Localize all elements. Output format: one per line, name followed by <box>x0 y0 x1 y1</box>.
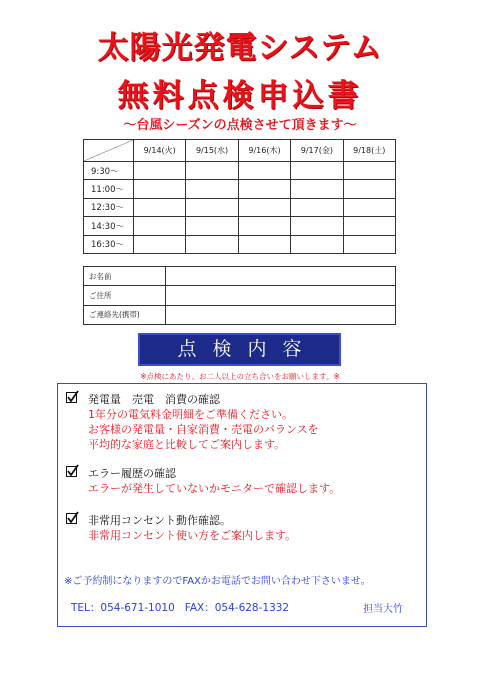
slot-cell[interactable] <box>238 162 290 180</box>
slot-cell[interactable] <box>238 198 290 216</box>
title-line-1: 太陽光発電システム <box>97 30 383 66</box>
slot-cell[interactable] <box>291 235 343 253</box>
time-row <box>84 198 396 216</box>
corner-cell <box>84 140 134 162</box>
check-item-heading: 非常用コンセント動作確認。 <box>88 514 231 527</box>
slot-cell[interactable] <box>238 217 290 235</box>
attendance-note: ※点検にあたり、お二人以上の立ち合いをお願いします。※ <box>140 372 340 381</box>
check-item-heading: 発電量 売電 消費の確認 <box>88 393 220 406</box>
phone-field[interactable] <box>166 305 396 324</box>
contact-numbers <box>71 600 289 615</box>
time-label: 11:00〜 <box>84 180 134 198</box>
slot-cell[interactable] <box>343 198 395 216</box>
check-item-line: 1年分の電気料金明細をご準備ください。 <box>88 408 293 421</box>
subtitle: 〜台風シーズンの点検させて頂きます〜 <box>123 118 357 133</box>
slot-cell[interactable] <box>134 180 186 198</box>
slot-cell[interactable] <box>291 198 343 216</box>
slot-cell[interactable] <box>134 198 186 216</box>
inspection-banner: 点検内容 <box>138 333 341 366</box>
slot-cell[interactable] <box>238 235 290 253</box>
date-header: 9/15(水) <box>186 140 238 162</box>
phone-label: ご連絡先(携帯) <box>84 305 166 324</box>
checkbox-checked-icon[interactable] <box>66 392 77 403</box>
slot-cell[interactable] <box>291 162 343 180</box>
name-label: お名前 <box>84 267 166 286</box>
time-row <box>84 235 396 253</box>
slot-cell[interactable] <box>186 235 238 253</box>
tel-number[interactable]: TEL：054-671-1010 <box>71 602 175 614</box>
slot-cell[interactable] <box>134 217 186 235</box>
address-field[interactable] <box>166 286 396 305</box>
check-item-line: 非常用コンセント使い方をご案内します。 <box>88 529 297 542</box>
customer-info-table <box>83 266 396 325</box>
reservation-note: ※ご予約制になりますのでFAXかお電話でお問い合わせ下さいませ。 <box>64 576 371 587</box>
slot-cell[interactable] <box>343 162 395 180</box>
date-header: 9/16(木) <box>238 140 290 162</box>
time-label: 16:30〜 <box>84 235 134 253</box>
slot-cell[interactable] <box>291 217 343 235</box>
person-in-charge: 担当大竹 <box>363 604 403 615</box>
time-label: 12:30〜 <box>84 198 134 216</box>
inspection-details-box <box>57 383 427 627</box>
slot-cell[interactable] <box>134 162 186 180</box>
slot-cell[interactable] <box>134 235 186 253</box>
slot-cell[interactable] <box>186 198 238 216</box>
slot-cell[interactable] <box>186 162 238 180</box>
slot-cell[interactable] <box>343 235 395 253</box>
check-item-line: エラーが発生していないかモニターで確認します。 <box>88 482 341 495</box>
slot-cell[interactable] <box>186 217 238 235</box>
date-header: 9/17(金) <box>291 140 343 162</box>
schedule-header-row <box>84 140 396 162</box>
slot-cell[interactable] <box>343 217 395 235</box>
slot-cell[interactable] <box>238 180 290 198</box>
fax-number[interactable]: FAX：054-628-1332 <box>184 602 290 614</box>
time-row <box>84 180 396 198</box>
schedule-table <box>83 139 396 254</box>
slot-cell[interactable] <box>291 180 343 198</box>
slot-cell[interactable] <box>186 180 238 198</box>
checkbox-checked-icon[interactable] <box>66 513 77 524</box>
slot-cell[interactable] <box>343 180 395 198</box>
address-label: ご住所 <box>84 286 166 305</box>
date-header: 9/14(火) <box>134 140 186 162</box>
time-label: 14:30〜 <box>84 217 134 235</box>
check-item-line: お客様の発電量・自家消費・売電のバランスを <box>88 423 319 436</box>
checkbox-checked-icon[interactable] <box>66 466 77 477</box>
time-row <box>84 162 396 180</box>
time-row <box>84 217 396 235</box>
time-label: 9:30〜 <box>84 162 134 180</box>
check-item-line: 平均的な家庭と比較してご案内します。 <box>88 438 286 451</box>
date-header: 9/18(土) <box>343 140 395 162</box>
title-line-2: 無料点検申込書 <box>117 78 363 114</box>
check-item-heading: エラー履歴の確認 <box>88 467 176 480</box>
name-field[interactable] <box>166 267 396 286</box>
